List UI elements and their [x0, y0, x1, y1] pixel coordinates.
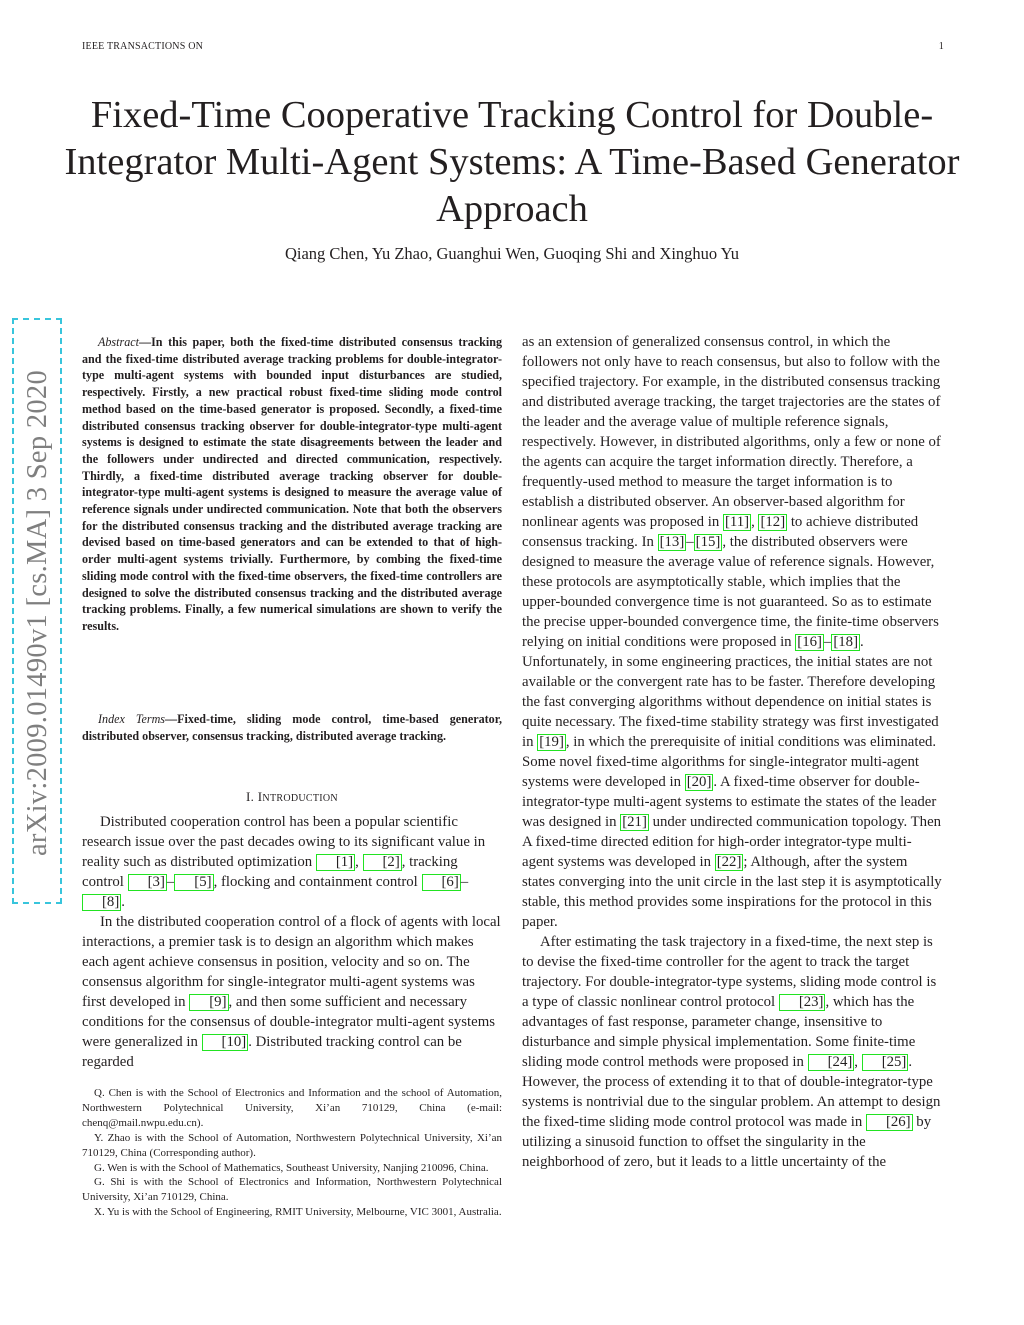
citation-link[interactable]: [3] — [128, 874, 167, 891]
arxiv-stamp-text: arXiv:2009.01490v1 [cs.MA] 3 Sep 2020 — [22, 369, 53, 857]
section-title-rest: NTRODUCTION — [262, 793, 338, 804]
intro-paragraph-4: After estimating the task trajectory in a fixed-time, the next step is to devise the fixed-time controller for the agent to track the target trajectory. For double-integrator-type systems, sliding mode control is a type of classic nonlinear control protocol [23] , which has the advantages of fast response, parameter change, insensitive to disturbance and simple physical implementation. Some finite-time sliding mode control methods were proposed in [24] , [25] . However, the process of extending it to that of double-integrator-type systems is nontrivial due to the singular problem. An attempt to design the fixed-time sliding mode control protocol was made in [26] by utilizing a sinusoid function to offset the singularity in the neighborhood of zero, but it leads to a little uncertainty of the — [522, 934, 941, 1170]
citation-link[interactable]: [8] — [82, 894, 121, 911]
right-column-body — [522, 332, 942, 1172]
citation-link[interactable]: [1] — [316, 854, 355, 871]
footnote: Y. Zhao is with the School of Automation, Northwestern Polytechnical University, Xi’an 710129, China (Corresponding author). — [82, 1131, 502, 1159]
page-number: 1 — [938, 41, 944, 52]
running-head-journal: IEEE TRANSACTIONS ON — [82, 41, 204, 52]
citation-link[interactable]: [22] — [716, 854, 742, 870]
abstract-text: —In this paper, both the fixed-time distributed consensus tracking and the fixed-time distributed average tracking problems for double-integrator-type multi-agent systems with bounded input disturbances are studied, respectively. Firstly, a new practical robust fixed-time sliding mode control method based on the time-based generator is proposed. Secondly, a fixed-time distributed consensus tracking observer for double-integrator-type multi-agent systems is designed to estimate the state disagreements between the leader and the followers under undirected and directed communication, respectively. Thirdly, a fixed-time distributed average tracking observer for double-integrator-type multi-agent systems is designed to measure the average value of reference signals under undirected communication. Note that both the observers for the distributed consensus tracking and the distributed average tracking are devised based on time-based generators and can be extended to that of high-order multi-agent systems trivially. Furthermore, by combing the fixed-time sliding mode control with the fixed-time observers, the fixed-time controllers are designed to solve the distributed consensus tracking and the distributed average tracking problems. Finally, a few numerical simulations are shown to verify the results. — [82, 335, 502, 633]
citation-link[interactable]: [20] — [686, 774, 712, 790]
arxiv-stamp[interactable] — [12, 318, 62, 904]
intro-paragraph-2: In the distributed cooperation control of a flock of agents with local interactions, a premier task is to design an algorithm which makes each agent achieve consensus in position, velocity and so on. The consensus algorithm for single-integrator multi-agent systems was first developed in [9] , and then some sufficient and necessary conditions for the consensus of double-integrator multi-agent systems were generalized in [10] . Distributed tracking control can be regarded — [82, 914, 501, 1070]
footnote: X. Yu is with the School of Engineering, RMIT University, Melbourne, VIC 3001, Australia. — [94, 1206, 502, 1219]
abstract-label: Abstract — [98, 335, 139, 349]
citation-link[interactable]: [18] — [833, 634, 858, 650]
citation-link[interactable]: [10] — [202, 1034, 249, 1051]
author-list: Qiang Chen, Yu Zhao, Guanghui Wen, Guoqing Shi and Xinghuo Yu — [284, 244, 740, 263]
section-heading — [82, 789, 502, 805]
intro-paragraph-1: Distributed cooperation control has been a popular scientific research issue over the past decades owing to its significant value in reality such as distributed optimization [1] , [2] , tracking control [3] – [5] , flocking and containment control [6] –[8] . — [82, 814, 486, 910]
index-terms-label: Index Terms — [98, 712, 166, 726]
index-terms-text: —Fixed-time, sliding mode control, time-based generator, distributed observer, consensus tracking, distributed average tracking. — [82, 712, 503, 743]
citation-link[interactable]: [6] — [422, 874, 461, 891]
citation-link[interactable]: [5] — [174, 874, 213, 891]
footnote: Q. Chen is with the School of Electronics and Information and the school of Automation, Northwestern Polytechnical University, Xi’an 710129, China (e-mail: chenq@mail.nwpu.edu.cn). — [82, 1087, 502, 1129]
left-column-body — [82, 812, 502, 1072]
author-footnotes — [82, 1086, 502, 1220]
section-title-initial: I — [257, 789, 263, 804]
intro-paragraph-3: as an extension of generalized consensus control, in which the followers not only have to reach consensus, but also to follow with the specified trajectory. For example, in the distributed consensus tracking and distributed average tracking, the target trajectories are the states of the leader and the average value of multiple reference signals, respectively. However, in distributed algorithms, only a few or none of the agents can acquire the target information directly. Therefore, a frequently-used method to measure the target information is to establish a distributed observer. An observer-based algorithm for nonlinear agents was proposed in [11] , [12] to achieve distributed consensus tracking. In [13] – [15] , the distributed observers were designed to measure the average value of reference signals. However, these protocols are asymptotically stable, which implies that the upper-bounded convergence time is not guaranteed. So as to estimate the precise upper-bounded convergence time, the finite-time observers relying on initial conditions were proposed in [16] – [18] . Unfortunately, in some engineering practices, the initial states are not available or the convergent rate has to be faster. Therefore developing the fast converging algorithms without dependence on initial states is quite necessary. The fixed-time stability strategy was first investigated in [19] , in which the prerequisite of initial conditions was eliminated. Some novel fixed-time algorithms for single-integrator multi-agent systems were developed in [20] . A fixed-time observer for double-integrator-type multi-agent systems to estimate the states of the leader was designed in [21] under undirected communication topology. Then A fixed-time directed edition for high-order integrator-type multi-agent systems was developed in [22] ; Although, after the system states converging into the unit circle in the last step it is asymptotically stable, this method provides some inspirations for the protocol in this paper. — [522, 334, 942, 930]
citation-link[interactable]: [16] — [797, 634, 822, 650]
footnote: G. Shi is with the School of Electronics and Information, Northwestern Polytechnical University, Xi’an 710129, China. — [82, 1176, 502, 1204]
index-terms — [82, 711, 502, 744]
section-numeral: I. — [246, 789, 255, 804]
citation-link[interactable]: [23] — [779, 994, 826, 1011]
citation-link[interactable]: [26] — [866, 1114, 913, 1131]
citation-link[interactable]: [24] — [808, 1054, 855, 1071]
citation-link[interactable]: [19] — [539, 734, 564, 750]
citation-link[interactable]: [15] — [695, 534, 721, 550]
citation-link[interactable]: [9] — [189, 994, 228, 1011]
citation-link[interactable]: [11] — [724, 514, 750, 530]
citation-link[interactable]: [2] — [363, 854, 402, 871]
paper-title: Fixed-Time Cooperative Tracking Control for Double-Integrator Multi-Agent Systems: A Time-Based Generator Approach — [64, 94, 960, 230]
citation-link[interactable]: [21] — [622, 814, 647, 830]
citation-link[interactable]: [13] — [659, 534, 685, 550]
abstract — [82, 334, 502, 635]
citation-link[interactable]: [12] — [760, 514, 786, 530]
footnote: G. Wen is with the School of Mathematics, Southeast University, Nanjing 210096, China. — [94, 1161, 489, 1174]
citation-link[interactable]: [25] — [862, 1054, 909, 1071]
